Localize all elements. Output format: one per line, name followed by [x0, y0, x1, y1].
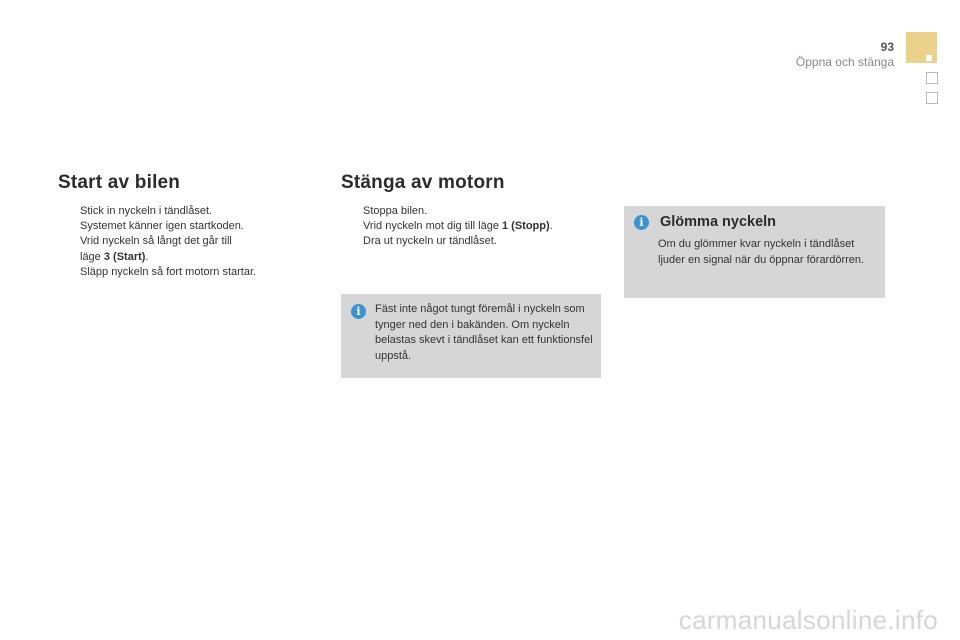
list-item	[58, 265, 308, 280]
key-position: 1 (Stopp)	[502, 220, 550, 233]
chapter-tab[interactable]	[926, 92, 938, 104]
section-heading-start: Start av bilen	[58, 172, 181, 193]
list-item	[341, 234, 611, 249]
tip-box	[624, 206, 885, 298]
step-text: Dra ut nyckeln ur tändlåset.	[363, 235, 497, 248]
start-steps-list	[58, 204, 308, 280]
warning-box	[341, 294, 601, 378]
step-text: Systemet känner igen startkoden.	[80, 220, 244, 233]
tab-marker	[926, 55, 932, 61]
list-item	[58, 234, 308, 264]
key-position: 3 (Start)	[103, 250, 146, 263]
page-number: 93	[880, 40, 894, 54]
step-text: läge	[80, 250, 104, 263]
tip-text: Om du glömmer kvar nyckeln i tändlåset ljuder en signal när du öppnar förardörren.	[658, 238, 865, 266]
step-text: .	[145, 250, 149, 263]
section-heading-stop: Stänga av motorn	[341, 172, 505, 193]
chapter-tab[interactable]	[926, 72, 938, 84]
list-item	[341, 204, 611, 219]
warning-text: Fäst inte något tungt föremål i nyckeln som tynger ned den i bakänden. Om nyckeln belastas skevt i tändlåset kan ett funktionsfel uppstå.	[375, 303, 593, 362]
stop-steps-list	[341, 204, 611, 250]
info-icon: i	[351, 304, 366, 319]
step-text: Släpp nyckeln så fort motorn startar.	[80, 265, 257, 278]
section-title: Öppna och stänga	[795, 55, 894, 69]
step-text: Stick in nyckeln i tändlåset.	[80, 205, 213, 217]
tip-title: Glömma nyckeln	[660, 214, 777, 230]
step-text: Stoppa bilen.	[363, 205, 428, 217]
step-text: Vrid nyckeln mot dig till läge	[363, 220, 502, 233]
chapter-tab-active[interactable]	[906, 32, 937, 63]
list-item	[58, 204, 308, 234]
info-icon: i	[634, 215, 649, 230]
list-item	[341, 219, 611, 234]
watermark: carmanualsonline.info	[678, 605, 938, 635]
step-text: .	[549, 220, 553, 233]
step-text: Vrid nyckeln så långt det går till	[80, 235, 232, 248]
